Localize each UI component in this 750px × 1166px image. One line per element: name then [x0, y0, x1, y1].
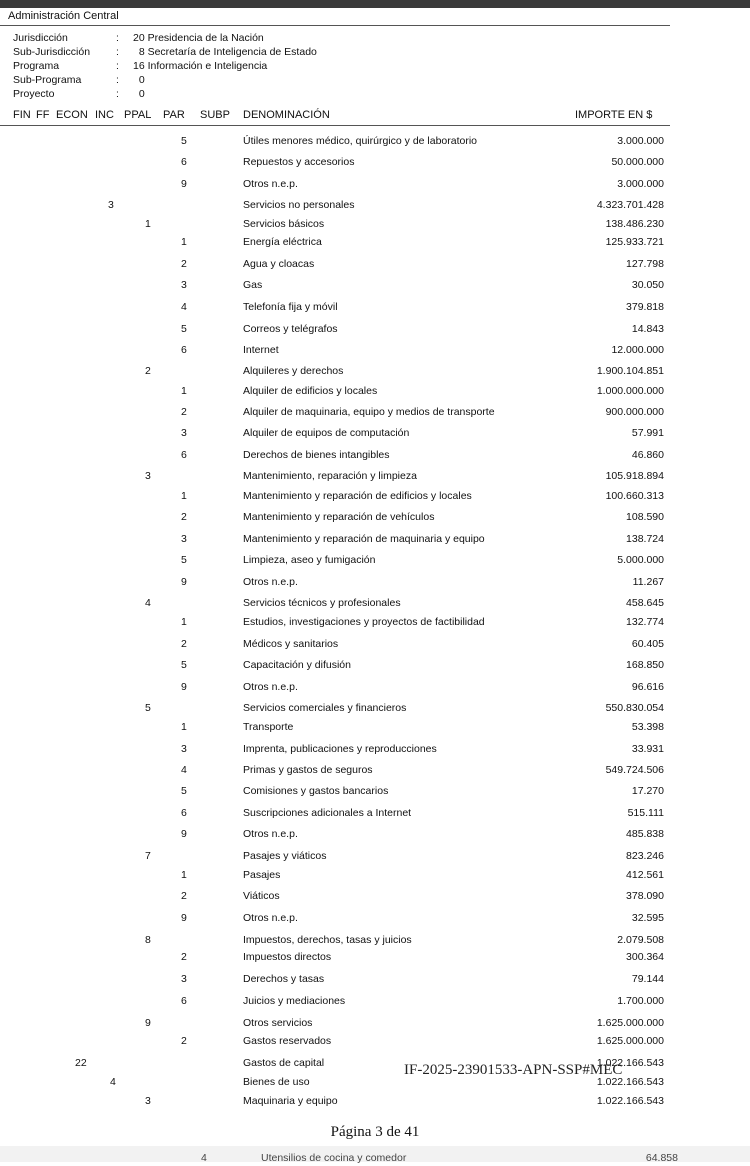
cell-denominacion: Comisiones y gastos bancarios	[243, 785, 389, 797]
table-row	[0, 785, 750, 799]
cell-importe: 50.000.000	[611, 156, 664, 168]
cell-par: 1	[181, 869, 187, 881]
cell-par: 2	[181, 890, 187, 902]
cell-par: 5	[181, 135, 187, 147]
cell-denominacion: Alquiler de edificios y locales	[243, 385, 378, 397]
next-page-row	[0, 1152, 750, 1166]
cell-par: 1	[181, 616, 187, 628]
table-row	[0, 912, 750, 926]
cell-par: 2	[181, 406, 187, 418]
table-row	[0, 743, 750, 757]
header-field	[13, 74, 145, 88]
cell-importe: 127.798	[626, 258, 664, 270]
cell-importe: 900.000.000	[605, 406, 664, 418]
cell-denominacion: Imprenta, publicaciones y reproducciones	[243, 743, 437, 755]
header-field-separator: :	[116, 32, 119, 44]
header-rule	[0, 25, 670, 26]
cell-par: 4	[181, 764, 187, 776]
cell-par: 9	[181, 681, 187, 693]
cell-denominacion: Energía eléctrica	[243, 236, 322, 248]
cell-ppal: 5	[145, 702, 151, 714]
cell-par: 1	[181, 490, 187, 502]
cell-ppal: 7	[145, 850, 151, 862]
cell-importe: 2.079.508	[617, 934, 664, 946]
table-row	[0, 1035, 750, 1049]
cell-denominacion: Pasajes	[243, 869, 281, 881]
table-row	[0, 721, 750, 735]
col-ppal: PPAL	[124, 109, 152, 121]
table-row	[0, 406, 750, 420]
header-field	[13, 46, 317, 60]
top-edge-bar	[0, 0, 750, 8]
header-field-key: Sub-Jurisdicción	[13, 46, 91, 58]
cell-par: 2	[181, 1035, 187, 1047]
cell-importe: 100.660.313	[605, 490, 664, 502]
document-id-stamp: IF-2025-23901533-APN-SSP#MEC	[404, 1062, 623, 1078]
table-row	[0, 807, 750, 821]
table-row	[0, 533, 750, 547]
cell-importe: 3.000.000	[617, 178, 664, 190]
cell-denominacion: Primas y gastos de seguros	[243, 764, 373, 776]
col-par: PAR	[163, 109, 185, 121]
cell-importe: 32.595	[631, 912, 664, 924]
cell-par: 5	[181, 554, 187, 566]
cell-importe: 1.022.166.543	[596, 1057, 664, 1069]
table-row	[0, 638, 750, 652]
cell-denominacion: Viáticos	[243, 890, 280, 902]
cell-importe: 515.111	[627, 807, 664, 819]
header-field-separator: :	[116, 60, 119, 72]
cell-denominacion: Otros n.e.p.	[243, 912, 298, 924]
cell-importe: 4.323.701.428	[596, 199, 664, 211]
table-row	[0, 890, 750, 904]
cell-denominacion: Alquileres y derechos	[243, 365, 344, 377]
cell-importe: 12.000.000	[611, 344, 664, 356]
cell-par: 9	[181, 912, 187, 924]
cell-importe: 14.843	[631, 323, 664, 335]
header-field	[13, 88, 145, 102]
table-row	[0, 681, 750, 695]
cell-par: 5	[181, 323, 187, 335]
cell-par: 6	[181, 807, 187, 819]
cell-ppal: 3	[145, 470, 151, 482]
cell-inc: 3	[108, 199, 114, 211]
col-importe: IMPORTE EN $	[575, 109, 653, 121]
cell-importe: 1.625.000.000	[596, 1017, 664, 1029]
table-row	[0, 973, 750, 987]
cell-denominacion: Internet	[243, 344, 279, 356]
table-row	[0, 951, 750, 965]
table-row	[0, 934, 750, 948]
cell-importe: 300.364	[626, 951, 664, 963]
cell-denominacion: Telefonía fija y móvil	[243, 301, 338, 313]
header-field-value: 0	[133, 74, 145, 86]
table-row	[0, 597, 750, 611]
header-field-value: 0	[133, 88, 145, 100]
cell-importe: 11.267	[632, 576, 664, 588]
col-fin: FIN	[13, 109, 31, 121]
header-field	[13, 60, 267, 74]
table-row	[0, 449, 750, 463]
cell-ppal: 1	[145, 218, 151, 230]
cell-par: 6	[181, 449, 187, 461]
table-row	[0, 576, 750, 590]
cell-denominacion: Impuestos, derechos, tasas y juicios	[243, 934, 412, 946]
cell-par: 3	[181, 427, 187, 439]
cell-par: 1	[181, 236, 187, 248]
cell-importe: 1.625.000.000	[596, 1035, 664, 1047]
cell-importe: 53.398	[631, 721, 664, 733]
cell-importe: 79.144	[631, 973, 664, 985]
cell-denominacion: Otros n.e.p.	[243, 681, 298, 693]
table-row	[0, 554, 750, 568]
cell-importe: 105.918.894	[605, 470, 664, 482]
cell-denominacion: Mantenimiento, reparación y limpieza	[243, 470, 417, 482]
cell-importe: 138.724	[626, 533, 664, 545]
cell-denominacion: Transporte	[243, 721, 294, 733]
table-row	[0, 764, 750, 778]
cell-importe: 378.090	[626, 890, 664, 902]
cell-par: 2	[181, 511, 187, 523]
table-row	[0, 236, 750, 250]
table-row	[0, 344, 750, 358]
cell-importe: 458.645	[626, 597, 664, 609]
next-page-denominacion: Utensilios de cocina y comedor	[261, 1152, 407, 1164]
header-field-value: 8 Secretaría de Inteligencia de Estado	[133, 46, 317, 58]
cell-importe: 46.860	[631, 449, 664, 461]
cell-importe: 33.931	[631, 743, 664, 755]
header-field-separator: :	[116, 88, 119, 100]
cell-denominacion: Otros n.e.p.	[243, 828, 298, 840]
cell-denominacion: Mantenimiento y reparación de vehículos	[243, 511, 435, 523]
cell-denominacion: Otros n.e.p.	[243, 178, 298, 190]
cell-denominacion: Limpieza, aseo y fumigación	[243, 554, 376, 566]
cell-denominacion: Otros n.e.p.	[243, 576, 298, 588]
cell-denominacion: Juicios y mediaciones	[243, 995, 346, 1007]
cell-par: 2	[181, 258, 187, 270]
cell-econ: 4	[110, 1076, 116, 1088]
table-row	[0, 702, 750, 716]
cell-par: 9	[181, 828, 187, 840]
header-field-separator: :	[116, 74, 119, 86]
table-row	[0, 199, 750, 213]
cell-fin: 22	[75, 1057, 87, 1069]
header-field-separator: :	[116, 46, 119, 58]
col-ff: FF	[36, 109, 50, 121]
cell-par: 6	[181, 156, 187, 168]
table-row	[0, 135, 750, 149]
cell-ppal: 8	[145, 934, 151, 946]
header-field-key: Programa	[13, 60, 60, 72]
cell-importe: 412.561	[626, 869, 664, 881]
table-row	[0, 659, 750, 673]
cell-denominacion: Capacitación y difusión	[243, 659, 351, 671]
cell-importe: 96.616	[631, 681, 664, 693]
col-inc: INC	[95, 109, 114, 121]
table-row	[0, 511, 750, 525]
cell-importe: 132.774	[626, 616, 664, 628]
table-row	[0, 1076, 750, 1090]
col-econ: ECON	[56, 109, 88, 121]
cell-importe: 1.700.000	[617, 995, 664, 1007]
cell-denominacion: Alquiler de maquinaria, equipo y medios de transporte	[243, 406, 495, 418]
next-page-par: 4	[201, 1152, 207, 1164]
cell-importe: 60.405	[631, 638, 664, 650]
cell-par: 3	[181, 973, 187, 985]
cell-importe: 549.724.506	[605, 764, 664, 776]
table-row	[0, 1057, 750, 1071]
cell-importe: 1.900.104.851	[596, 365, 664, 377]
table-row	[0, 490, 750, 504]
header-field-key: Sub-Programa	[13, 74, 82, 86]
cell-par: 3	[181, 533, 187, 545]
cell-importe: 125.933.721	[605, 236, 664, 248]
cell-par: 4	[181, 301, 187, 313]
cell-denominacion: Suscripciones adicionales a Internet	[243, 807, 412, 819]
cell-importe: 1.000.000.000	[596, 385, 664, 397]
header-field-key: Jurisdicción	[13, 32, 68, 44]
cell-denominacion: Alquiler de equipos de computación	[243, 427, 410, 439]
cell-par: 3	[181, 743, 187, 755]
col-subp: SUBP	[200, 109, 230, 121]
cell-importe: 1.022.166.543	[596, 1076, 664, 1088]
header-field-value: 16 Información e Inteligencia	[133, 60, 268, 72]
page-number: Página 3 de 41	[330, 1124, 420, 1140]
table-row	[0, 323, 750, 337]
table-row	[0, 828, 750, 842]
table-row	[0, 156, 750, 170]
cell-par: 2	[181, 638, 187, 650]
cell-importe: 823.246	[626, 850, 664, 862]
cell-denominacion: Bienes de uso	[243, 1076, 310, 1088]
cell-denominacion: Otros servicios	[243, 1017, 313, 1029]
table-row	[0, 258, 750, 272]
cell-importe: 5.000.000	[617, 554, 664, 566]
cell-denominacion: Agua y cloacas	[243, 258, 315, 270]
cell-importe: 168.850	[626, 659, 664, 671]
cell-importe: 108.590	[626, 511, 664, 523]
table-row	[0, 995, 750, 1009]
table-row	[0, 301, 750, 315]
cell-ppal: 9	[145, 1017, 151, 1029]
cell-denominacion: Derechos y tasas	[243, 973, 325, 985]
cell-denominacion: Gas	[243, 279, 263, 291]
header-field-key: Proyecto	[13, 88, 55, 100]
table-row	[0, 850, 750, 864]
cell-importe: 57.991	[631, 427, 664, 439]
cell-denominacion: Estudios, investigaciones y proyectos de factibilidad	[243, 616, 485, 628]
cell-denominacion: Mantenimiento y reparación de edificios y locales	[243, 490, 472, 502]
cell-denominacion: Mantenimiento y reparación de maquinaria y equipo	[243, 533, 485, 545]
cell-par: 9	[181, 178, 187, 190]
cell-denominacion: Gastos de capital	[243, 1057, 325, 1069]
cell-denominacion: Servicios no personales	[243, 199, 355, 211]
cell-par: 2	[181, 951, 187, 963]
column-header-row	[0, 108, 670, 126]
table-row	[0, 178, 750, 192]
cell-ppal: 2	[145, 365, 151, 377]
cell-denominacion: Útiles menores médico, quirúrgico y de laboratorio	[243, 135, 478, 147]
cell-importe: 485.838	[626, 828, 664, 840]
cell-denominacion: Pasajes y viáticos	[243, 850, 327, 862]
cell-par: 5	[181, 659, 187, 671]
cell-denominacion: Servicios técnicos y profesionales	[243, 597, 401, 609]
cell-denominacion: Impuestos directos	[243, 951, 332, 963]
table-row	[0, 218, 750, 232]
organization-title: Administración Central	[8, 10, 119, 22]
cell-par: 1	[181, 385, 187, 397]
table-row	[0, 1095, 750, 1109]
cell-importe: 379.818	[626, 301, 664, 313]
cell-denominacion: Servicios comerciales y financieros	[243, 702, 407, 714]
cell-denominacion: Derechos de bienes intangibles	[243, 449, 390, 461]
table-row	[0, 279, 750, 293]
cell-par: 5	[181, 785, 187, 797]
cell-denominacion: Médicos y sanitarios	[243, 638, 339, 650]
table-row	[0, 427, 750, 441]
cell-denominacion: Gastos reservados	[243, 1035, 332, 1047]
cell-par: 9	[181, 576, 187, 588]
cell-denominacion: Servicios básicos	[243, 218, 325, 230]
cell-par: 6	[181, 344, 187, 356]
cell-par: 6	[181, 995, 187, 1007]
cell-ppal: 4	[145, 597, 151, 609]
cell-denominacion: Correos y telégrafos	[243, 323, 338, 335]
cell-denominacion: Maquinaria y equipo	[243, 1095, 338, 1107]
table-row	[0, 365, 750, 379]
header-field-value: 20 Presidencia de la Nación	[133, 32, 264, 44]
cell-importe: 550.830.054	[605, 702, 664, 714]
cell-importe: 30.050	[631, 279, 664, 291]
cell-importe: 1.022.166.543	[596, 1095, 664, 1107]
table-row	[0, 869, 750, 883]
cell-par: 3	[181, 279, 187, 291]
cell-importe: 17.270	[631, 785, 664, 797]
cell-ppal: 3	[145, 1095, 151, 1107]
table-row	[0, 1017, 750, 1031]
col-denominacion: DENOMINACIÓN	[243, 109, 330, 121]
cell-denominacion: Repuestos y accesorios	[243, 156, 355, 168]
table-row	[0, 470, 750, 484]
header-field	[13, 32, 264, 46]
cell-importe: 138.486.230	[605, 218, 664, 230]
table-row	[0, 385, 750, 399]
table-row	[0, 616, 750, 630]
cell-importe: 3.000.000	[617, 135, 664, 147]
cell-par: 1	[181, 721, 187, 733]
next-page-importe: 64.858	[645, 1152, 678, 1164]
